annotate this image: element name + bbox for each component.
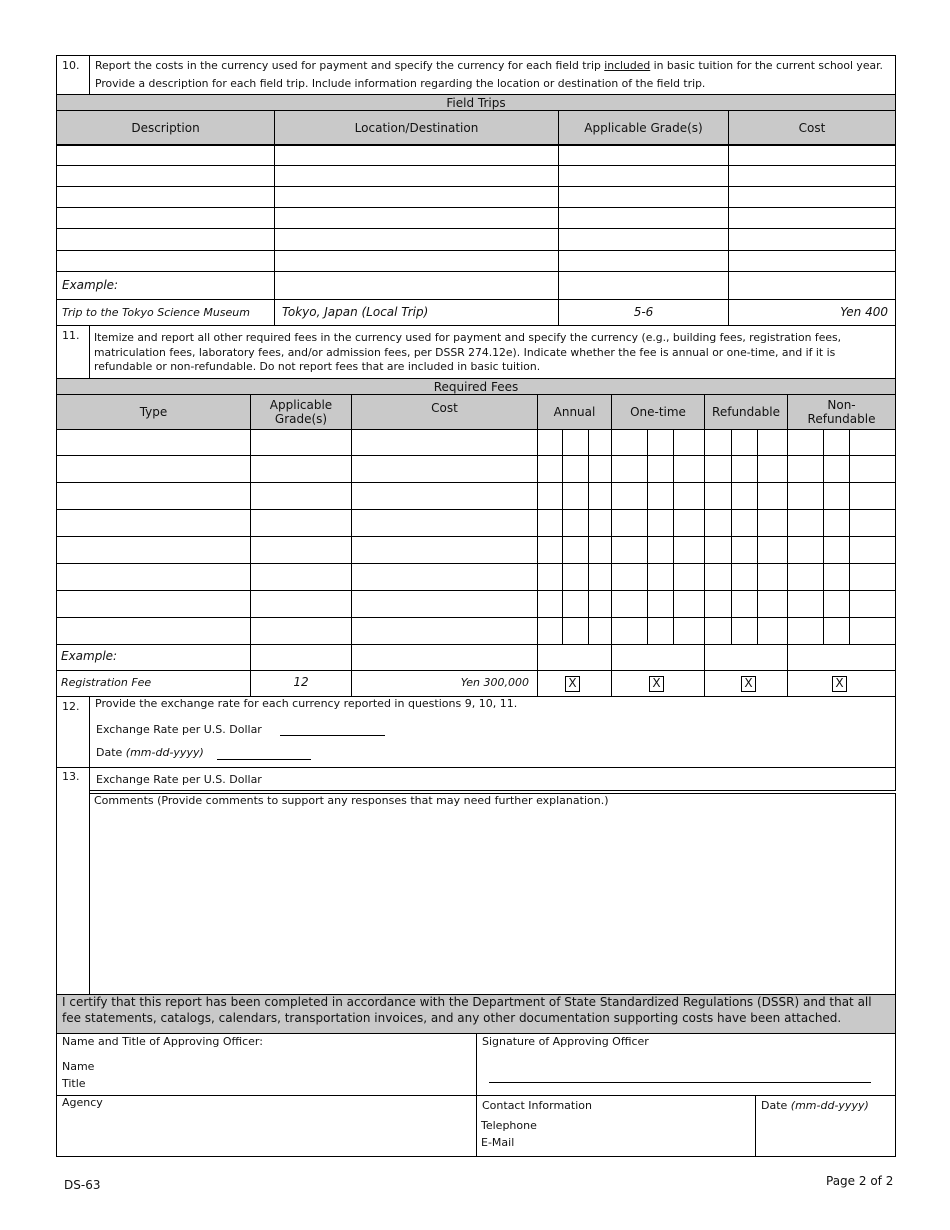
rf-row-5-annual-check[interactable] [562, 536, 589, 564]
ft-row-4-grade[interactable] [558, 207, 729, 229]
rf-row-5-grade[interactable] [250, 536, 352, 564]
rf-row-3-onetime-check[interactable] [647, 482, 674, 510]
ft-row-4-cost[interactable] [728, 207, 896, 229]
rf-col-annual: Annual [537, 394, 612, 430]
ft-row-3-loc[interactable] [274, 186, 559, 208]
ft-row-2-desc[interactable] [56, 165, 275, 187]
rf-col-refundable: Refundable [704, 394, 788, 430]
field-trips-title: Field Trips [56, 94, 896, 111]
rf-row-8-annual-check[interactable] [562, 617, 589, 645]
rf-col-grades: Applicable Grade(s) [250, 394, 352, 430]
agency-box [56, 1095, 477, 1157]
ft-example-blank-cost [728, 271, 896, 300]
ft-row-5-desc[interactable] [56, 228, 275, 251]
officer-name-label: Name [62, 1060, 95, 1073]
rf-row-3-grade[interactable] [250, 482, 352, 510]
rf-row-1-onetime-check[interactable] [647, 429, 674, 457]
rf-row-1-grade[interactable] [250, 429, 352, 457]
ft-row-5-loc[interactable] [274, 228, 559, 251]
rf-row-3-refundable-check[interactable] [731, 482, 758, 510]
q13-exchange-label: Exchange Rate per U.S. Dollar [96, 773, 262, 786]
rf-row-7-type[interactable] [56, 590, 251, 618]
rf-row-2-grade[interactable] [250, 455, 352, 483]
rf-row-2-refundable-check[interactable] [731, 455, 758, 483]
rf-row-2-annual-check[interactable] [562, 455, 589, 483]
rf-row-4-annual-check[interactable] [562, 509, 589, 537]
email-label: E-Mail [481, 1136, 515, 1149]
rf-example-blank-grade [250, 644, 352, 671]
rf-col-cost: Cost [351, 394, 538, 430]
signature-label: Signature of Approving Officer [482, 1035, 649, 1048]
rf-row-2-cost[interactable] [351, 455, 538, 483]
q12-date-label: Date (mm-dd-yyyy) [96, 746, 204, 759]
rf-row-7-onetime-check[interactable] [647, 590, 674, 618]
rf-row-6-type[interactable] [56, 563, 251, 591]
q12-date-line[interactable] [217, 759, 311, 760]
ft-col-cost: Cost [728, 110, 896, 145]
rf-row-5-refundable-check[interactable] [731, 536, 758, 564]
rf-row-5-onetime-check[interactable] [647, 536, 674, 564]
rf-row-6-refundable-check[interactable] [731, 563, 758, 591]
rf-col-onetime: One-time [611, 394, 705, 430]
rf-row-4-grade[interactable] [250, 509, 352, 537]
form-id: DS-63 [64, 1178, 101, 1192]
ft-example-location: Tokyo, Japan (Local Trip) [282, 305, 429, 319]
q11-number: 11. [62, 329, 80, 342]
rf-row-7-nonrefundable-check[interactable] [823, 590, 850, 618]
rf-row-3-nonrefundable-check[interactable] [823, 482, 850, 510]
ft-row-6-loc[interactable] [274, 250, 559, 272]
rf-row-1-refundable-check[interactable] [731, 429, 758, 457]
ft-row-4-desc[interactable] [56, 207, 275, 229]
rf-row-7-cost[interactable] [351, 590, 538, 618]
rf-example-blank-annual [537, 644, 612, 671]
rf-example-blank-refundable [704, 644, 788, 671]
rf-row-8-type[interactable] [56, 617, 251, 645]
rf-example-onetime-checkbox: X [649, 676, 664, 692]
telephone-label: Telephone [481, 1119, 537, 1132]
q12-exchange-label: Exchange Rate per U.S. Dollar [96, 723, 262, 736]
rf-row-1-annual-check[interactable] [562, 429, 589, 457]
rf-example-blank-cost [351, 644, 538, 671]
rf-row-2-type[interactable] [56, 455, 251, 483]
ft-row-2-cost[interactable] [728, 165, 896, 187]
rf-example-refundable-checkbox: X [741, 676, 756, 692]
ft-row-2-grade[interactable] [558, 165, 729, 187]
ft-example-label: Example: [62, 278, 119, 292]
ft-example-cost: Yen 400 [840, 305, 888, 319]
rf-example-blank-onetime [611, 644, 705, 671]
ft-row-1-grade[interactable] [558, 145, 729, 166]
rf-row-8-refundable-check[interactable] [731, 617, 758, 645]
rf-row-7-refundable-check[interactable] [731, 590, 758, 618]
ft-row-3-desc[interactable] [56, 186, 275, 208]
rf-row-8-cost[interactable] [351, 617, 538, 645]
q13-number-cell [56, 767, 90, 997]
q10-instructions-line1: Report the costs in the currency used for payment and specify the currency for each field trip included in basic tuition for the current school year. [95, 59, 883, 72]
rf-row-6-grade[interactable] [250, 563, 352, 591]
officer-name-title-label: Name and Title of Approving Officer: [62, 1035, 263, 1048]
rf-row-4-onetime-check[interactable] [647, 509, 674, 537]
rf-row-1-nonrefundable-check[interactable] [823, 429, 850, 457]
rf-row-5-type[interactable] [56, 536, 251, 564]
ft-row-2-loc[interactable] [274, 165, 559, 187]
rf-row-8-onetime-check[interactable] [647, 617, 674, 645]
rf-row-1-cost[interactable] [351, 429, 538, 457]
rf-row-4-refundable-check[interactable] [731, 509, 758, 537]
rf-row-3-cost[interactable] [351, 482, 538, 510]
q10-instructions-line2: Provide a description for each field trip. Include information regarding the location or destination of the field trip. [95, 77, 706, 90]
rf-example-blank-nonrefundable [787, 644, 896, 671]
comments-box[interactable] [89, 793, 896, 997]
rf-row-8-grade[interactable] [250, 617, 352, 645]
q10-number: 10. [62, 59, 80, 72]
ft-row-1-desc[interactable] [56, 145, 275, 166]
ft-row-5-grade[interactable] [558, 228, 729, 251]
rf-row-4-cost[interactable] [351, 509, 538, 537]
rf-row-1-type[interactable] [56, 429, 251, 457]
comments-label: Comments (Provide comments to support any responses that may need further explanation.) [94, 794, 609, 807]
ft-row-6-grade[interactable] [558, 250, 729, 272]
ft-col-grades: Applicable Grade(s) [558, 110, 729, 145]
signature-line[interactable] [489, 1082, 871, 1083]
q12-number: 12. [62, 700, 80, 713]
rf-row-6-onetime-check[interactable] [647, 563, 674, 591]
ft-example-blank-loc [274, 271, 559, 300]
rf-row-3-annual-check[interactable] [562, 482, 589, 510]
rf-example-grades: 12 [293, 675, 309, 689]
rf-row-5-cost[interactable] [351, 536, 538, 564]
ft-example-description: Trip to the Tokyo Science Museum [62, 306, 250, 319]
ft-col-description: Description [56, 110, 275, 145]
ft-row-1-loc[interactable] [274, 145, 559, 166]
ft-row-3-grade[interactable] [558, 186, 729, 208]
rf-row-6-nonrefundable-check[interactable] [823, 563, 850, 591]
rf-row-2-onetime-check[interactable] [647, 455, 674, 483]
ft-row-3-cost[interactable] [728, 186, 896, 208]
ft-row-5-cost[interactable] [728, 228, 896, 251]
rf-row-4-type[interactable] [56, 509, 251, 537]
rf-row-6-cost[interactable] [351, 563, 538, 591]
rf-example-nonrefundable-checkbox: X [832, 676, 847, 692]
q13-number: 13. [62, 770, 80, 783]
rf-row-7-annual-check[interactable] [562, 590, 589, 618]
rf-row-5-nonrefundable-check[interactable] [823, 536, 850, 564]
ft-example-grades: 5-6 [633, 305, 654, 319]
rf-col-nonrefundable: Non-Refundable [787, 394, 896, 430]
ft-row-6-desc[interactable] [56, 250, 275, 272]
rf-example-annual-checkbox: X [565, 676, 580, 692]
q12-instructions: Provide the exchange rate for each currency reported in questions 9, 10, 11. [95, 697, 518, 710]
officer-title-label: Title [62, 1077, 86, 1090]
rf-row-2-nonrefundable-check[interactable] [823, 455, 850, 483]
rf-row-4-nonrefundable-check[interactable] [823, 509, 850, 537]
q11-instructions: Itemize and report all other required fees in the currency used for payment and specify the currency (e.g., building fees, registration fees, matriculation fees, laboratory fees, and/or admission fees, per DSSR 274.12e). Indicate whether the fee is annual or one-time, and if it is refundable or non-refundable. Do not report fees that are included in basic tuition. [94, 331, 842, 373]
ft-row-4-loc[interactable] [274, 207, 559, 229]
ft-col-location: Location/Destination [274, 110, 559, 145]
ft-row-1-cost[interactable] [728, 145, 896, 166]
rf-row-3-type[interactable] [56, 482, 251, 510]
rf-example-type: Registration Fee [61, 676, 152, 689]
required-fees-title: Required Fees [56, 378, 896, 395]
rf-example-label: Example: [61, 649, 118, 663]
rf-row-8-nonrefundable-check[interactable] [823, 617, 850, 645]
rf-row-6-annual-check[interactable] [562, 563, 589, 591]
rf-row-7-grade[interactable] [250, 590, 352, 618]
page-number: Page 2 of 2 [826, 1174, 894, 1188]
rf-col-type: Type [56, 394, 251, 430]
officer-date-label: Date (mm-dd-yyyy) [761, 1099, 869, 1112]
agency-label: Agency [62, 1096, 103, 1109]
rf-example-cost: Yen 300,000 [460, 676, 529, 689]
q12-exchange-line[interactable] [280, 735, 385, 736]
ft-row-6-cost[interactable] [728, 250, 896, 272]
certification-text: I certify that this report has been completed in accordance with the Department of State Standardized Regulations (DSSR) and that all fee statements, catalogs, calendars, transportation invoices, and any other documentation supporting costs have been attached. [62, 995, 872, 1025]
ft-example-blank-grade [558, 271, 729, 300]
contact-label: Contact Information [482, 1099, 592, 1112]
